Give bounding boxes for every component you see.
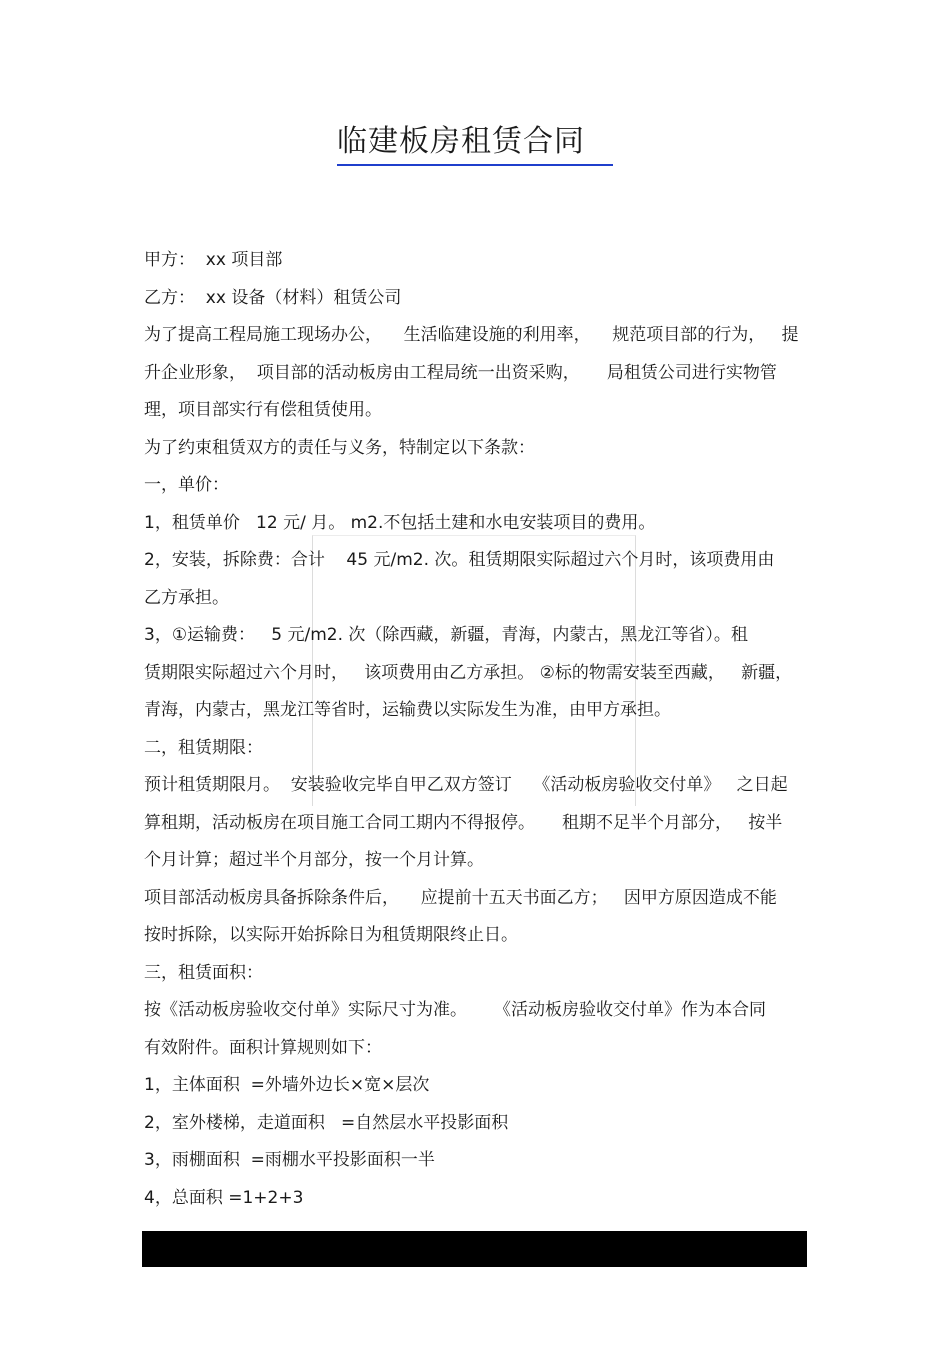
clause-1-3a: 3，①运输费： 5 元/m2. 次（除西藏，新疆，青海，内蒙古，黑龙江等省）。租 xyxy=(144,625,748,645)
purpose-line: 为了约束租赁双方的责任与义务，特制定以下条款： xyxy=(144,437,535,458)
area-rule-4: 4，总面积 =1+2+3 xyxy=(144,1187,304,1208)
intro-line-2: 升企业形象， 项目部的活动板房由工程局统一出资采购， 局租赁公司进行实物管 xyxy=(144,362,777,383)
clause-1-2b: 乙方承担。 xyxy=(144,587,229,608)
document-title: 临建板房租赁合同 xyxy=(337,122,613,166)
term-line-5: 按时拆除，以实际开始拆除日为租赁期限终止日。 xyxy=(144,925,518,945)
term-line-4: 项目部活动板房具备拆除条件后， 应提前十五天书面乙方； 因甲方原因造成不能 xyxy=(144,887,777,908)
area-rule-1: 1，主体面积 =外墙外边长×宽×层次 xyxy=(144,1075,430,1095)
term-line-1: 预计租赁期限月。 安装验收完毕自甲乙双方签订 《活动板房验收交付单》 之日起 xyxy=(144,775,788,795)
document-body xyxy=(144,242,808,1217)
section-heading-unit-price: 一，单价： xyxy=(144,475,229,495)
clause-1-1: 1，租赁单价 12 元/ 月。 m2.不包括土建和水电安装项目的费用。 xyxy=(144,512,656,533)
area-rule-2: 2，室外楼梯，走道面积 =自然层水平投影面积 xyxy=(144,1112,509,1133)
clause-1-3c: 青海，内蒙古，黑龙江等省时，运输费以实际发生为准，由甲方承担。 xyxy=(144,700,671,720)
section-heading-area: 三，租赁面积： xyxy=(144,962,263,983)
area-line-2: 有效附件。面积计算规则如下： xyxy=(144,1037,382,1058)
clause-1-3b: 赁期限实际超过六个月时， 该项费用由乙方承担。 ②标的物需安装至西藏， 新疆， xyxy=(144,662,793,683)
title-container xyxy=(0,122,950,166)
clause-1-2a: 2，安装，拆除费：合计 45 元/m2. 次。租赁期限实际超过六个月时，该项费用由 xyxy=(144,550,775,570)
intro-line-3: 理，项目部实行有偿租赁使用。 xyxy=(144,400,382,420)
redaction-bar xyxy=(142,1231,807,1267)
section-heading-lease-term: 二，租赁期限： xyxy=(144,737,263,758)
party-b-line: 乙方： xx 设备（材料）租赁公司 xyxy=(144,287,402,308)
area-rule-3: 3，雨棚面积 =雨棚水平投影面积一半 xyxy=(144,1150,435,1170)
term-line-2: 算租期，活动板房在项目施工合同工期内不得报停。 租期不足半个月部分， 按半 xyxy=(144,812,783,833)
intro-line-1: 为了提高工程局施工现场办公， 生活临建设施的利用率， 规范项目部的行为， 提 xyxy=(144,325,799,345)
party-a-line: 甲方： xx 项目部 xyxy=(144,250,283,270)
term-line-3: 个月计算；超过半个月部分，按一个月计算。 xyxy=(144,850,484,870)
area-line-1: 按《活动板房验收交付单》实际尺寸为准。 《活动板房验收交付单》作为本合同 xyxy=(144,1000,767,1020)
